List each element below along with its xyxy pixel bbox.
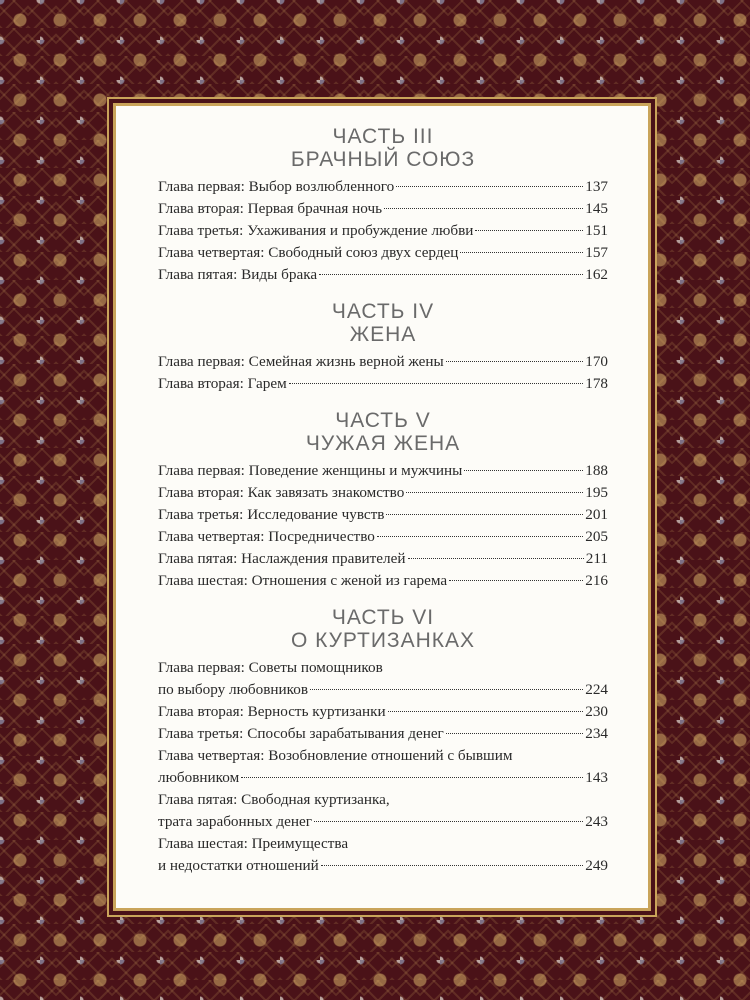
dot-leader (319, 274, 583, 275)
chapter-title-line: Глава шестая: Преимущества (158, 835, 349, 852)
chapter-title: Глава шестая: Отношения с женой из гарема (158, 572, 448, 589)
page-number: 205 (585, 528, 608, 545)
chapter-title: трата зарабонных денег (158, 813, 312, 830)
section-spacer (158, 395, 608, 409)
page-number: 143 (585, 769, 608, 786)
dot-leader (388, 711, 584, 712)
toc-entry (158, 220, 608, 242)
part-label: ЧАСТЬ VI (331, 606, 435, 629)
part-heading (158, 125, 608, 172)
dot-leader (408, 558, 584, 559)
page-number: 230 (585, 703, 608, 720)
toc-entry (158, 264, 608, 286)
chapter-title: Глава вторая: Гарем (158, 375, 287, 392)
chapter-title: Глава вторая: Как завязать знакомство (158, 484, 405, 501)
part-heading (158, 606, 608, 653)
toc-entry (158, 198, 608, 220)
dot-leader (464, 470, 583, 471)
part-heading (158, 409, 608, 456)
chapter-title-line: Глава первая: Советы помощников (158, 659, 383, 676)
chapter-title: Глава пятая: Наслаждения правителей (158, 550, 406, 567)
dot-leader (384, 208, 583, 209)
page-number: 216 (585, 572, 608, 589)
chapter-title: любовником (158, 769, 240, 786)
chapter-title: Глава первая: Поведение женщины и мужчины (158, 462, 463, 479)
page-number: 211 (585, 550, 608, 567)
chapter-title: Глава пятая: Виды брака (158, 266, 318, 283)
toc-entry (158, 570, 608, 592)
dot-leader (446, 733, 583, 734)
page-number: 137 (585, 178, 608, 195)
toc-entry (158, 657, 608, 701)
chapter-title: Глава третья: Способы зарабатывания денег (158, 725, 444, 742)
page-number: 162 (585, 266, 608, 283)
toc-entry (158, 460, 608, 482)
page-number: 249 (585, 857, 608, 874)
toc-entry (158, 176, 608, 198)
toc-entry (158, 789, 608, 833)
dot-leader (396, 186, 583, 187)
section-spacer (158, 592, 608, 606)
page-number: 188 (585, 462, 608, 479)
page-number: 151 (585, 222, 608, 239)
toc-entry (158, 504, 608, 526)
chapter-title: и недостатки отношений (158, 857, 319, 874)
dot-leader (241, 777, 583, 778)
toc-entry (158, 351, 608, 373)
dot-leader (386, 514, 583, 515)
dot-leader (460, 252, 583, 253)
page-number: 201 (585, 506, 608, 523)
page-number: 195 (585, 484, 608, 501)
dot-leader (314, 821, 583, 822)
chapter-title: Глава четвертая: Свободный союз двух сердец (158, 244, 459, 261)
chapter-title: Глава первая: Семейная жизнь верной жены (158, 353, 444, 370)
toc-entry (158, 548, 608, 570)
toc-entry (158, 242, 608, 264)
dot-leader (310, 689, 583, 690)
chapter-title: по выбору любовников (158, 681, 309, 698)
part-title: О КУРТИЗАНКАХ (290, 629, 476, 652)
toc-entry (158, 745, 608, 789)
part-label: ЧАСТЬ V (335, 409, 431, 432)
dot-leader (449, 580, 583, 581)
toc-entry (158, 373, 608, 395)
chapter-title: Глава четвертая: Посредничество (158, 528, 375, 545)
part-title: БРАЧНЫЙ СОЮЗ (290, 148, 476, 171)
chapter-title-line: Глава четвертая: Возобновление отношений с бывшим (158, 747, 513, 764)
dot-leader (406, 492, 583, 493)
section-spacer (158, 286, 608, 300)
toc-entry (158, 833, 608, 877)
dot-leader (321, 865, 584, 866)
part-title: ЖЕНА (349, 323, 417, 346)
page-number: 243 (585, 813, 608, 830)
part-title: ЧУЖАЯ ЖЕНА (305, 432, 461, 455)
chapter-title: Глава третья: Ухаживания и пробуждение любви (158, 222, 474, 239)
chapter-title-line: Глава пятая: Свободная куртизанка, (158, 791, 390, 808)
page-number: 234 (585, 725, 608, 742)
toc-entry (158, 482, 608, 504)
page-number: 157 (585, 244, 608, 261)
dot-leader (289, 383, 584, 384)
page-number: 170 (585, 353, 608, 370)
part-heading (158, 300, 608, 347)
chapter-title: Глава вторая: Первая брачная ночь (158, 200, 383, 217)
toc-entry (158, 701, 608, 723)
table-of-contents (158, 125, 608, 877)
dot-leader (377, 536, 583, 537)
page-number: 178 (585, 375, 608, 392)
part-label: ЧАСТЬ IV (331, 300, 435, 323)
page-number: 224 (585, 681, 608, 698)
dot-leader (446, 361, 583, 362)
dot-leader (475, 230, 583, 231)
page-number: 145 (585, 200, 608, 217)
part-label: ЧАСТЬ III (332, 125, 434, 148)
toc-entry (158, 526, 608, 548)
chapter-title: Глава первая: Выбор возлюбленного (158, 178, 395, 195)
toc-entry (158, 723, 608, 745)
chapter-title: Глава третья: Исследование чувств (158, 506, 385, 523)
chapter-title: Глава вторая: Верность куртизанки (158, 703, 386, 720)
